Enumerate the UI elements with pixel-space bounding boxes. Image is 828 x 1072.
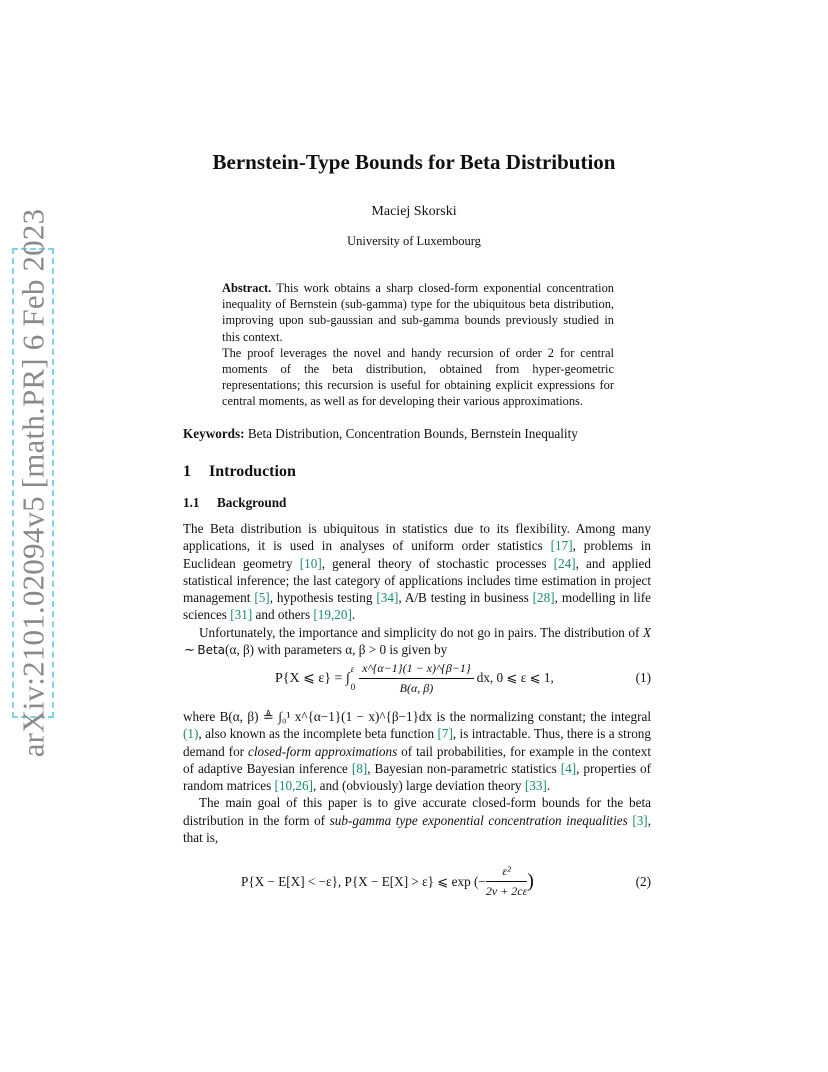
math-text: X ∼ bbox=[183, 624, 651, 658]
subsection-heading bbox=[183, 495, 286, 511]
equation-1-rhs: dx, 0 ⩽ ε ⩽ 1, bbox=[476, 670, 554, 685]
text: and others bbox=[252, 607, 314, 623]
citation-link[interactable]: [10] bbox=[299, 555, 322, 571]
subsection-title: Background bbox=[217, 495, 287, 510]
text: , is intractable. Thus, there is a strong demand for bbox=[183, 726, 651, 759]
text: The Beta distribution is ubiquitous in statistics due to its flexibility. Among many applications, it is used in analyses of uniform order statistics bbox=[183, 521, 651, 554]
abstract-label: Abstract. bbox=[222, 281, 272, 295]
text: Unfortunately, the importance and simplicity do not go in pairs. The distribution of bbox=[199, 624, 643, 640]
equation-2-lhs: P{X − E[X] < −ε}, P{X − E[X] > ε} ⩽ exp (− bbox=[241, 873, 486, 889]
text: , A/B testing in business bbox=[398, 590, 533, 606]
emphasis-text: sub-gamma type exponential concentration inequalities bbox=[329, 812, 628, 828]
text: , also known as the incomplete beta function bbox=[198, 726, 438, 742]
equation-2 bbox=[183, 862, 651, 904]
paper-title: Bernstein-Type Bounds for Beta Distribution bbox=[212, 150, 616, 174]
arxiv-identifier-box bbox=[12, 208, 54, 758]
citation-link[interactable]: [28] bbox=[532, 590, 555, 606]
text: The main goal of this paper is to give accurate closed-form bounds for the beta distribution in the form of bbox=[183, 795, 651, 828]
keywords-text: Beta Distribution, Concentration Bounds, Bernstein Inequality bbox=[247, 426, 578, 441]
equation-2-fraction bbox=[486, 864, 527, 899]
arxiv-identifier: arXiv:2101.02094v5 [math.PR] 6 Feb 2023 bbox=[15, 208, 51, 758]
author-name: Maciej Skorski bbox=[371, 204, 457, 219]
abstract-paragraph-1: This work obtains a sharp closed-form exponential concentration inequality of Bernstein (sub-gamma) type for the ubiquitous beta distribution, improving upon sub-gaussian and sub-gamma bounds previously studied in this context. bbox=[222, 281, 614, 344]
abstract bbox=[222, 280, 614, 410]
paragraph-background bbox=[183, 520, 651, 659]
equation-1-number: (1) bbox=[635, 670, 651, 685]
equation-1-lhs: P{X ⩽ ε} = ∫ bbox=[275, 670, 350, 686]
math-text: Beta bbox=[197, 643, 226, 658]
keywords-label: Keywords: bbox=[183, 426, 245, 441]
paragraph-main-goal bbox=[183, 794, 651, 846]
emphasis-text: closed-form approximations bbox=[248, 743, 398, 759]
text: , problems in Euclidean geometry bbox=[183, 538, 651, 571]
citation-link[interactable]: [33] bbox=[524, 778, 547, 794]
text: where B(α, β) ≜ ∫₀¹ x^{α−1}(1 − x)^{β−1}dx is the normalizing constant; the integral bbox=[183, 709, 651, 724]
text: , modelling in life sciences bbox=[183, 590, 652, 623]
citation-link[interactable]: [3] bbox=[632, 812, 648, 828]
equation-2-number: (2) bbox=[635, 874, 651, 889]
citation-link[interactable]: [31] bbox=[230, 607, 253, 623]
author-affiliation: University of Luxembourg bbox=[347, 234, 481, 248]
abstract-paragraph-2: The proof leverages the novel and handy recursion of order 2 for central moments of the beta distribution, obtained from hyper-geometric representations; this recursion is useful for obtaining explicit expressions for central moments, as well as for developing their various approximations. bbox=[222, 345, 614, 409]
text: , Bayesian non-parametric statistics bbox=[367, 760, 561, 776]
citation-link[interactable]: [4] bbox=[560, 760, 577, 776]
citation-link[interactable]: [8] bbox=[351, 760, 368, 776]
citation-link[interactable]: [5] bbox=[254, 590, 270, 606]
keywords bbox=[183, 426, 653, 442]
citation-link[interactable]: [17] bbox=[550, 538, 573, 554]
text: , general theory of stochastic processes bbox=[321, 555, 554, 571]
paragraph-normalizing bbox=[183, 708, 651, 846]
equation-ref-link[interactable]: (1) bbox=[183, 726, 199, 742]
text: . bbox=[546, 778, 551, 794]
equation-1-lower-limit: 0 bbox=[350, 682, 356, 692]
equation-1-fraction bbox=[359, 661, 474, 696]
text: , and (obviously) large deviation theory bbox=[313, 778, 525, 794]
equation-1-upper-limit: ε bbox=[350, 664, 355, 674]
equation-2-numerator: ε² bbox=[486, 864, 527, 882]
equation-2-close: ) bbox=[527, 870, 534, 892]
subsection-number: 1.1 bbox=[183, 495, 200, 510]
text: . bbox=[351, 607, 356, 623]
citation-link[interactable]: [10,26] bbox=[274, 778, 314, 794]
citation-link[interactable]: [19,20] bbox=[313, 607, 352, 623]
citation-link[interactable]: [24] bbox=[553, 555, 576, 571]
text: (α, β) with parameters α, β > 0 is given by bbox=[225, 642, 448, 658]
equation-2-denominator: 2v + 2cε bbox=[485, 884, 528, 898]
section-number: 1 bbox=[183, 463, 191, 480]
equation-1-denominator: B(α, β) bbox=[399, 680, 434, 695]
text: , hypothesis testing bbox=[269, 590, 377, 606]
text: , properties of random matrices bbox=[183, 760, 652, 794]
paragraph-distribution bbox=[183, 624, 651, 660]
section-heading bbox=[183, 463, 296, 481]
text: of tail probabilities, for example in the context of adaptive Bayesian inference bbox=[183, 743, 651, 776]
equation-1 bbox=[183, 656, 651, 700]
citation-link[interactable]: [7] bbox=[437, 726, 453, 742]
text: , that is, bbox=[183, 812, 651, 846]
equation-1-numerator: x^{α−1}(1 − x)^{β−1} bbox=[359, 661, 474, 679]
section-title: Introduction bbox=[209, 463, 296, 480]
citation-link[interactable]: [34] bbox=[376, 590, 399, 606]
text: , and applied statistical inference; the last category of applications includes time estimation in project management bbox=[183, 555, 651, 606]
